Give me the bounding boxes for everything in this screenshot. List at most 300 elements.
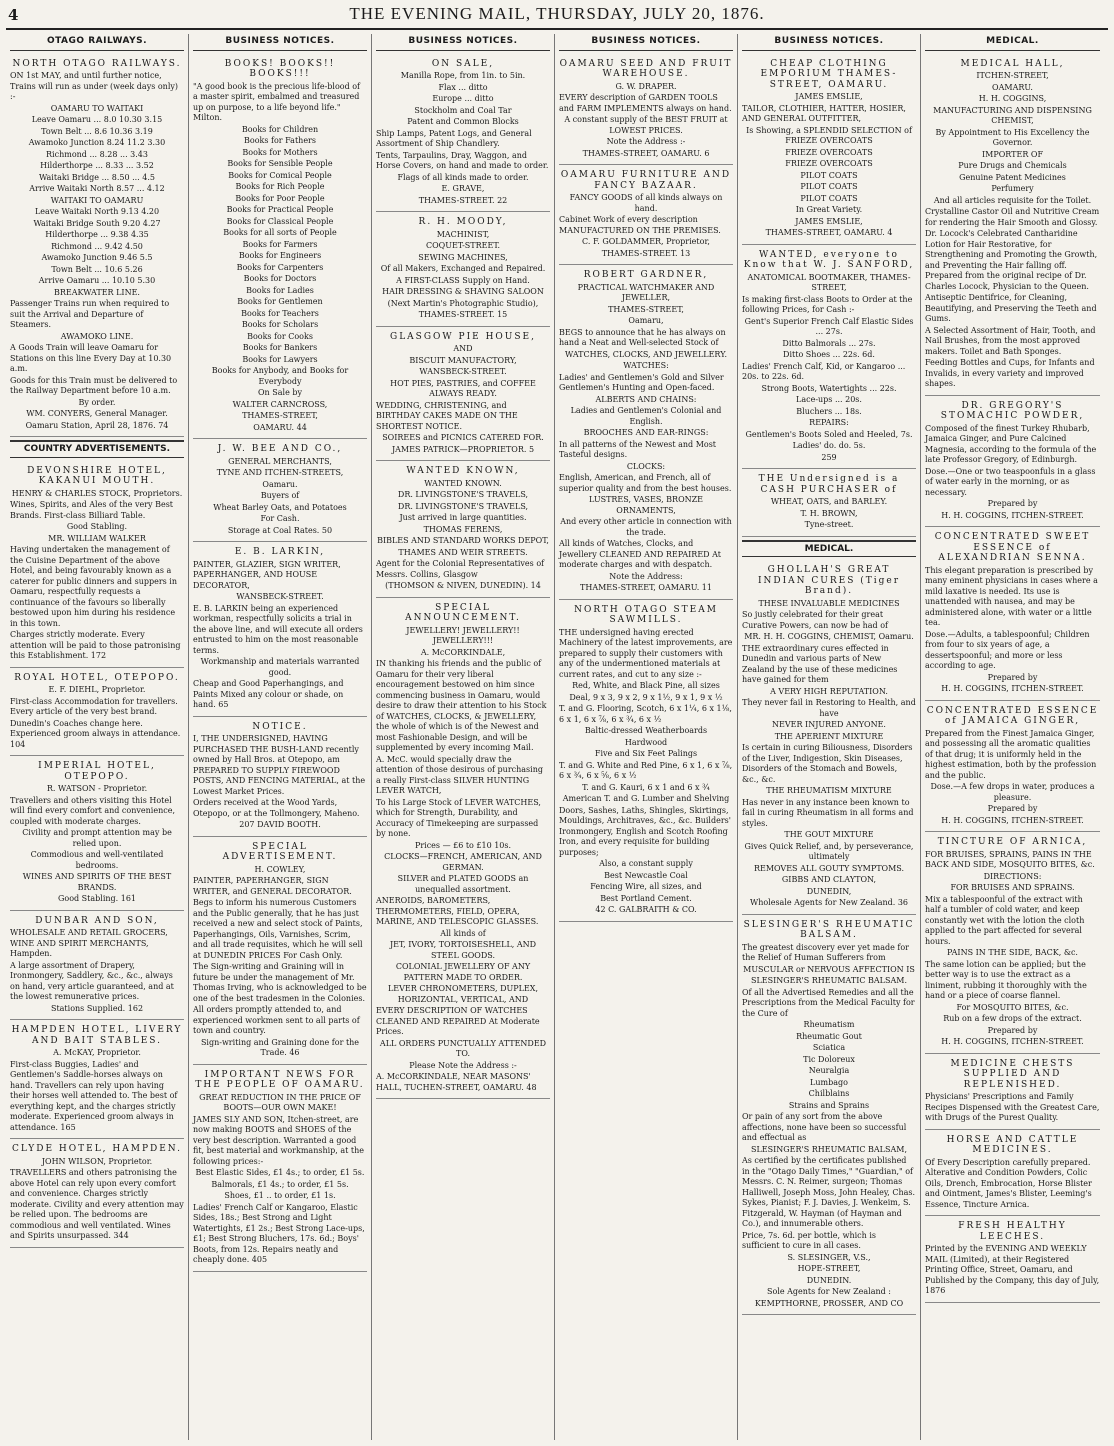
ad-text: Sign-writing and Graining done for the Trade. 46 [200,1037,360,1057]
ad-text: GIBBS AND CLAYTON, [781,875,877,884]
ad-text: English, American, and French, all of superior quality and from the best houses. [559,473,732,493]
ad-text: Books for Cooks [247,331,313,341]
ad-text: H. H. COGGINS, [978,94,1047,103]
ad-text: For Cash. [260,514,300,523]
ad-text: Of all the Advertised Remedies and all the Prescriptions from the Medical Faculty for the Cure of [742,987,915,1018]
column-heading: BUSINESS NOTICES. [193,34,367,51]
ad-text: Town Belt ... 8.6 10.36 3.19 [41,126,153,136]
ad-text: A. McCORKINDALE, [420,647,506,657]
ad-text: E. F. DIEHL, Proprietor. [48,685,146,694]
newspaper-columns [6,34,1108,1440]
ad-text: Books for Gentlemen [237,297,323,306]
column-3 [372,34,555,1440]
ad-text: Books for Children [241,124,319,134]
ad-text: Balmorals, £1 4s.; to order, £1 5s. [211,1179,349,1189]
ad-text: C. F. GOLDAMMER, Proprietor, [582,237,710,246]
ad-text: Stockholm and Coal Tar [414,105,512,115]
ad-text: T. and G. Flooring, Scotch, 6 x 1¼, 6 x 1⅛, 6 x 1, 6 x ⅞, 6 x ¾, 6 x ½ [559,704,732,724]
ad-text: Please Note the Address :- [409,1060,517,1070]
ad-text: H. H. COGGINS, ITCHEN-STREET. [941,815,1084,825]
ad-text: Patent and Common Blocks [407,117,519,126]
ad-text: A constant supply of the BEST FRUIT at LOWEST PRICES. [564,115,728,135]
ad-text: TRAVELLERS and others patronising the above Hotel can rely upon every comfort and convenience. Charges strictly moderate. Civility and every attention may be relied upon. The bedrooms are commodious and well ventilated. Wines and Spirits unsurpassed. 344 [10,1168,184,1240]
ad-text: Books for Ladies [246,285,314,295]
ad-text: MR. H. H. COGGINS, CHEMIST, Oamaru. [744,632,914,641]
ad-text: And all articles requisite for the Toilet. [933,195,1092,205]
ad-text: Prepared by [987,499,1038,508]
ad-text: BREAKWATER LINE. [54,287,140,297]
ad-text: Buyers of [260,491,300,500]
advertisement [559,600,733,922]
ad-text: COQUET-STREET. [425,241,501,250]
ad-title: IMPORTANT NEWS FOR THE PEOPLE OF OAMARU. [195,1069,365,1090]
ad-title: ON SALE, [431,58,495,69]
ad-text: ALL ORDERS PUNCTUALLY ATTENDED TO. [379,1038,547,1058]
ad-text: Travellers and others visiting this Hotel will find every comfort and convenience, coupled with moderate charges. [10,795,175,826]
ad-text: Arrive Waitaki North 8.57 ... 4.12 [29,184,165,193]
ad-text: Red, White, and Black Pine, all sizes [572,681,720,690]
ad-text: Europe ... ditto [432,94,494,103]
ad-text: THAMES-STREET, [608,304,684,314]
ad-text: Cheap and Good Paperhangings, and Paints Mixed any colour or shade, on hand. 65 [193,679,344,709]
advertisement [376,54,550,213]
ad-text: Of Every Description carefully prepared. Alterative and Condition Powders, Colic Oils, Drench, Embrocation, Horse Blister and Ointment, James's Blister, Leeming's Essence, Tincture Arnica. [925,1157,1092,1209]
ad-text: This elegant preparation is prescribed by many eminent physicians in cases where a mild laxative is needed. Its use is unattended with nausea, and may be administered alone, with water or a little tea. [925,565,1098,627]
ad-text: Arrive Oamaru ... 10.10 5.30 [38,276,156,285]
ad-text: ITCHEN-STREET, [976,71,1049,80]
ad-text: Books for Doctors [243,274,317,283]
ad-text: ANEROIDS, BAROMETERS, THERMOMETERS, FIELD, OPERA, MARINE, AND TELESCOPIC GLASSES. [376,896,539,926]
ad-text: Baltic-dressed Weatherboards [584,726,708,735]
advertisement [742,54,916,245]
ad-text: Ladies' and Gentlemen's Gold and Silver Gentlemen's Hunting and Open-faced. [559,372,724,392]
ad-title: OAMARU FURNITURE AND FANCY BAZAAR. [560,170,732,191]
advertisement [193,54,367,440]
ad-title: CLYDE HOTEL, HAMPDEN. [12,1144,182,1154]
ad-text: HOPE-STREET, [797,1264,861,1273]
ad-text: WHEAT, OATS, and BARLEY. [770,497,888,506]
ad-text: G. W. DRAPER. [615,81,677,91]
ad-text: Books for Practical People [226,205,334,214]
ad-text: Cabinet Work of every description MANUFACTURED ON THE PREMISES. [559,215,721,235]
ad-text: WALTER CARNCROSS, [232,399,328,409]
ad-text: Gent's Superior French Calf Elastic Sides ... 27s. [744,316,914,336]
ad-text: WHOLESALE AND RETAIL GROCERS, WINE AND SPIRIT MERCHANTS, Hampden. [10,928,168,958]
ad-text: H. H. COGGINS, ITCHEN-STREET. [941,684,1084,693]
column-heading: BUSINESS NOTICES. [559,34,733,51]
ad-text: THE extraordinary cures effected in Dunedin and various parts of New Zealand by the use of these medicines have gained for them [742,643,898,684]
ad-text: THOMAS FERENS, [423,524,503,534]
ad-text: R. WATSON - Proprietor. [46,784,148,793]
ad-text: FRIEZE OVERCOATS [785,159,873,168]
ad-text: Leave Waitaki North 9.13 4.20 [34,207,160,216]
ad-text: THAMES-STREET. 22 [418,195,508,205]
ad-text: WAITAKI TO OAMARU [50,195,144,205]
ad-text: COLONIAL JEWELLERY OF ANY PATTERN MADE TO ORDER. [395,962,531,982]
ad-title: TINCTURE OF ARNICA, [937,837,1088,847]
column-heading: OTAGO RAILWAYS. [10,34,184,51]
ad-text: JAMES SLY AND SON, Itchen-street, are now making BOOTS and SHOES of the very best description. Warranted a good fit, best material and workmanship, at the following prices:- [193,1114,364,1166]
advertisement [10,461,184,668]
ad-text: Having undertaken the management of the Cuisine Department of the above Hotel, and being favourably known as a caterer for public dinners and suppers in Oamaru, respectfully requests a continuance of the favours so liberally bestowed upon him during his residence in this town. [10,545,177,628]
advertisement [376,598,550,1100]
ad-text: LEVER CHRONOMETERS, DUPLEX, HORIZONTAL, VERTICAL, AND [387,984,538,1004]
ad-text: THE undersigned having erected Machinery of the latest improvements, are prepared to supply their customers with any of the undermentioned materials at current rates, and cut to any size :- [559,627,733,679]
ad-title: DUNBAR AND SON, [35,915,159,926]
ad-text: Sole Agents for New Zealand : [767,1287,891,1296]
ad-text: T. H. BROWN, [800,508,858,518]
ad-text: A large assortment of Drapery, Ironmongery, Saddlery, &c., &c., always on hand, very article guaranteed, and at the lowest remunerative prices. [10,960,174,1001]
ad-text: CLOCKS: [626,461,666,471]
ad-title: IMPERIAL HOTEL, OTEPOPO. [38,761,156,782]
ad-text: PRACTICAL WATCHMAKER AND JEWELLER, [577,282,715,302]
advertisement [376,212,550,327]
ad-text: Best Portland Cement. [600,893,692,903]
ad-text: E. B. LARKIN being an experienced workman, respectfully solicits a trial in the above line, and will execute all orders entrusted to him on the most reasonable terms. [193,603,363,655]
ad-text: Pure Drugs and Chemicals [958,161,1067,170]
ad-text: Note the Address: [609,571,683,581]
ad-text: Prepared by [987,672,1038,682]
ad-text: Bluchers ... 18s. [796,406,862,416]
ad-text: T. and G. White and Red Pine, 6 x 1, 6 x ⅞, 6 x ¾, 6 x ⅝, 6 x ½ [559,760,733,780]
advertisement [925,832,1100,1054]
advertisement [925,527,1100,701]
ad-text: Good Stabling. 161 [57,894,137,903]
ad-text: Commodious and well-ventilated bedrooms. [30,850,164,870]
ad-title: NORTH OTAGO STEAM SAWMILLS. [574,604,718,625]
newspaper-title: THE EVENING MAIL, THURSDAY, JULY 20, 1876. [349,4,765,23]
advertisement [10,756,184,911]
ad-text: ANATOMICAL BOOTMAKER, THAMES-STREET, [747,272,911,292]
ad-text: GREAT REDUCTION IN THE PRICE OF BOOTS—OUR OWN MAKE! [199,1092,361,1112]
ad-text: HENRY & CHARLES STOCK, Proprietors. [11,488,183,498]
ad-text: T. and G. Kauri, 6 x 1 and 6 x ¾ [582,782,710,792]
ad-text: Oamaru Station, April 28, 1876. 74 [25,420,169,430]
advertisement [10,54,184,438]
ad-text: A. McC. would specially draw the attention of those desirous of purchasing a really First-class SILVER HUNTING LEVER WATCH, [376,754,543,795]
ad-text: Waitaki Bridge South 9.20 4.27 [33,218,161,228]
advertisement [742,469,916,537]
ad-text: MR. WILLIAM WALKER [48,533,146,543]
ad-title: MEDICINE CHESTS SUPPLIED AND REPLENISHED. [950,1058,1075,1090]
ad-text: Orders received at the Wood Yards, Otepopo, or at the Tollmongery, Maheno. [193,798,360,818]
ad-text: THAMES-STREET, OAMARU. 11 [580,583,712,592]
ad-text: CLOCKS—FRENCH, AMERICAN, AND GERMAN. [384,852,542,872]
ad-text: WANSBECK-STREET. [419,367,507,376]
ad-text: MUSCULAR or NERVOUS AFFECTION IS [743,964,915,974]
ad-text: In all patterns of the Newest and Most Tasteful designs. [559,439,717,459]
ad-text: Awamoko Junction 8.24 11.2 3.30 [28,138,166,147]
ad-text: ALBERTS AND CHAINS: [595,394,697,404]
ad-text: I, THE UNDERSIGNED, HAVING PURCHASED THE BUSH-LAND recently owned by Hall Bros. at Otepopo, am PREPARED TO SUPPLY FIREWOOD POSTS, AND FENCING MATERIAL, at the Lowest Market Prices. [193,734,366,796]
column-1 [6,34,189,1440]
ad-text: HOT PIES, PASTRIES, and COFFEE ALWAYS READY. [390,378,536,398]
ad-text: WANSBECK-STREET. [236,592,324,601]
ad-text: First-class Buggies, Ladies' and Gentlemen's Saddle-horses always on hand. Travellers can rely upon having their horses well attended to. The best of everything kept, and the charges strictly moderate. Experienced groom always in attendance. 165 [10,1059,178,1132]
ad-text: (Next Martin's Photographic Studio), [387,298,539,308]
ad-text: Prepared from the Finest Jamaica Ginger, and possessing all the aromatic qualities of that drug; it is uniformly held in the highest estimation, both by the profession and the public. [925,728,1097,780]
ad-text: Town Belt ... 10.6 5.26 [51,264,143,274]
advertisement [376,461,550,598]
ad-title: E. B. LARKIN, [234,547,326,557]
ad-text: In Great Variety. [795,205,863,214]
ad-text: PAINTER, GLAZIER, SIGN WRITER, PAPERHANGER, AND HOUSE DECORATOR, [193,559,341,590]
ad-text: Prepared by [987,1025,1038,1035]
ad-text: H. H. COGGINS, ITCHEN-STREET. [941,1037,1084,1046]
column-5 [738,34,921,1440]
ad-text: THAMES-STREET. 15 [418,310,508,319]
ad-text: So justly celebrated for their great Curative Powers, can now be had of [742,610,888,630]
advertisement [193,542,367,717]
ad-text: Note the Address :- [606,137,686,146]
advertisement [742,245,916,470]
ad-text: Tyne-street. [804,520,854,529]
ad-text: Mix a tablespoonful of the extract with half a tumbler of cold water, and keep constantly wet with the lotion the cloth applied to the part affected for several hours. [925,894,1085,946]
ad-text: Oamaru, [628,316,664,325]
ad-text: Passenger Trains run when required to suit the Arrival and Departure of Steamers. [10,299,170,329]
ad-text: Lace-ups ... 20s. [796,395,862,404]
ad-text: JET, IVORY, TORTOISESHELL, AND STEEL GOODS. [389,940,537,960]
ad-text: AND [453,344,473,353]
ad-text: Is making first-class Boots to Order at the following Prices, for Cash :- [742,294,913,314]
ad-title: NOTICE. [252,721,308,732]
ad-text: BIBLES AND STANDARD WORKS DEPOT, [377,536,549,545]
ad-text: GENERAL MERCHANTS, [228,456,332,466]
ad-text: DIRECTIONS: [983,871,1042,881]
ad-text: 42 C. GALBRAITH & CO. [595,905,697,914]
ad-text: Storage at Coal Rates. 50 [227,525,333,535]
ad-text: Printed by the EVENING AND WEEKLY MAIL (Limited), at their Registered Printing Office, Street, Oamaru, and Published by the Company, this day of July, 1876 [925,1244,1100,1295]
ad-title: DEVONSHIRE HOTEL, KAKANUI MOUTH. [27,465,167,486]
ad-text: Books for Classical People [226,216,334,226]
ad-text: FRIEZE OVERCOATS [785,147,873,157]
ad-text: Ladies' French Calf or Kangaroo, Elastic Sides, 18s.; Best Strong and Light Watertights, £1 2s.; Best Strong Lace-ups, £1; Best Strong Bluchers, 17s. 6d.; Boys' Boots, from 12s. Repairs neatly and cheaply done. 405 [193,1202,365,1264]
advertisement [10,1020,184,1139]
section-heading: COUNTRY ADVERTISEMENTS. [10,440,184,458]
ad-text: Prices — £6 to £10 10s. [414,840,512,850]
ad-text: Dose.—Adults, a tablespoonful; Children from four to six years of age, a dessertspoonful; and more or less according to age. [925,629,1090,670]
ad-text: Books for Bankers [242,343,318,352]
ad-text: JOHN WILSON, Proprietor. [41,1156,153,1166]
ad-text: EVERY DESCRIPTION OF WATCHES CLEANED AND REPAIRED At Moderate Prices. [376,1006,540,1036]
ad-text: Richmond ... 8.28 ... 3.43 [46,149,148,159]
ad-text: Tic Doloreux [803,1054,855,1064]
ad-text: THAMES AND WEIR STREETS. [398,547,528,557]
advertisement [925,1130,1100,1217]
ad-text: Flags of all kinds made to order. [397,172,529,182]
advertisement [193,837,367,1065]
ad-text: JAMES EMSLIE, [795,92,863,101]
ad-text: Books for Engineers [238,251,322,260]
ad-text: THE RHEUMATISM MIXTURE [766,786,892,795]
ad-text: Is certain in curing Biliousness, Disorders of the Liver, Indigestion, Skin Diseases, Disorders of the Stomach and Bowels, &c., &c. [742,743,913,784]
ad-text: SLESINGER'S RHEUMATIC BALSAM. [751,976,907,985]
ad-text: JAMES PATRICK—PROPRIETOR. 5 [391,444,535,454]
ad-text: Dr. Locock's Celebrated Cantharidine Lotion for Hair Restorative, for Strengthening and Promoting the Growth, and Preventing the Hair falling off. Prepared from the original recipe of Dr. Charles Locock, Physician to the Queen. [925,229,1098,291]
ad-text: WATCHES, CLOCKS, AND JEWELLERY. [565,349,727,359]
ad-text: Crystalline Castor Oil and Nutritive Cream for rendering the Hair Smooth and Glossy. [925,207,1100,227]
ad-title: ROBERT GARDNER, [583,270,709,280]
advertisement [925,54,1100,396]
ad-title: NORTH OTAGO RAILWAYS. [12,58,182,69]
ad-text: Ditto Shoes ... 22s. 6d. [783,350,875,359]
ad-text: Flax ... ditto [438,82,488,92]
ad-text: PILOT COATS [800,193,858,203]
ad-text: PAINTER, PAPERHANGER, SIGN WRITER, and GENERAL DECORATOR. [193,876,352,896]
ad-text: SILVER and PLATED GOODS an unequalled assortment. [397,874,529,894]
ad-title: R. H. MOODY, [418,217,508,227]
ad-text: Wholesale Agents for New Zealand. 36 [749,898,909,907]
ad-text: BROOCHES AND EAR-RINGS: [583,428,709,437]
ad-text: Books for Farmers [242,239,318,249]
ad-title: SPECIAL ANNOUNCEMENT. [405,602,521,623]
ad-text: BEGS to announce that he has always on hand a Neat and Well-selected Stock of [559,327,726,347]
ad-text: 207 DAVID BOOTH. [239,820,321,829]
masthead-rule [6,28,1108,30]
ad-text: Ditto Balmorals ... 27s. [782,338,876,348]
ad-text: Best Newcastle Coal [604,870,688,880]
ad-title: ROYAL HOTEL, OTEPOPO. [14,672,180,683]
ad-text: The same lotion can be applied; but the better way is to use the extract as a liniment, rubbing it thoroughly with the hand or a piece of coarse flannel. [925,959,1087,1000]
ad-text: THAMES-STREET, OAMARU. 4 [765,228,893,237]
ad-text: Oamaru. [262,479,298,489]
ad-text: MACHINIST, [436,229,490,239]
ad-text: WATCHES: [623,361,669,370]
ad-text: By order. [78,397,116,407]
ad-text: Books for all sorts of People [223,228,337,237]
column-heading: BUSINESS NOTICES. [376,34,550,51]
ad-text: AWAMOKO LINE. [60,331,134,341]
ad-text: REMOVES ALL GOUTY SYMPTOMS. [753,863,905,873]
ad-text: Best Elastic Sides, £1 4s.; to order, £1 5s. [195,1168,365,1177]
ad-text: (THOMSON & NIVEN, DUNEDIN). 14 [385,581,541,590]
ad-title: WANTED, everyone to Know that W. J. SANFORD, [743,249,915,270]
column-6 [921,34,1104,1440]
ad-text: LUSTRES, VASES, BRONZE ORNAMENTS, [588,495,704,515]
ad-text: Or pain of any sort from the above affections, none have been so successful and effectual as [742,1112,907,1142]
advertisement [10,668,184,757]
ad-title: CONCENTRATED ESSENCE of JAMAICA GINGER, [926,705,1099,726]
ad-title: THE Undersigned is a CASH PURCHASER of [758,474,900,495]
ad-text: Books for Scholars [241,320,319,329]
ad-text: Five and Six Feet Palings [594,749,698,758]
advertisement [925,396,1100,528]
ad-text: IMPORTER OF [981,149,1044,159]
ad-text: Is Showing, a SPLENDID SELECTION of FRIEZE OVERCOATS [746,125,912,145]
advertisement [925,701,1100,833]
ad-title: CONCENTRATED SWEET ESSENCE of ALEXANDRIAN SENNA. [934,532,1091,563]
ad-text: A VERY HIGH REPUTATION. [770,686,888,696]
ad-title: SPECIAL ADVERTISEMENT. [222,841,338,862]
ad-title: BOOKS! BOOKS!! BOOKS!!! [224,58,336,79]
ad-text: A Goods Train will leave Oamaru for Stations on this line Every Day at 10.30 a.m. [10,343,172,373]
section-heading: MEDICAL. [742,540,916,558]
ad-text: HAIR DRESSING & SHAVING SALOON [382,287,544,296]
advertisement [10,911,184,1021]
advertisement [925,1216,1100,1303]
ad-text: Just arrived in large quantities. [399,513,527,522]
ad-text: OAMARU. [992,82,1033,92]
ad-text: On Sale by [258,388,302,397]
ad-text: Rheumatic Gout [796,1031,862,1041]
ad-text: OAMARU TO WAITAKI [50,103,144,113]
ad-text: Manilla Rope, from 1in. to 5in. [400,71,526,80]
advertisement [742,915,916,1316]
ad-text: Shoes, £1 .. to order, £1 1s. [224,1191,336,1200]
ad-text: FOR BRUISES AND SPRAINS. [950,883,1075,892]
ad-text: A Selected Assortment of Hair, Tooth, and Nail Brushes, from the most approved makers. Toilet and Bath Sponges. [925,325,1096,356]
page-number: 4 [8,6,19,24]
masthead [0,0,1114,30]
ad-text: THE GOUT MIXTURE [784,830,874,839]
ad-text: THAMES-STREET. 13 [601,248,691,258]
ad-text: EVERY description of GARDEN TOOLS and FARM IMPLEMENTS always on hand. [559,93,732,113]
advertisement [559,54,733,166]
column-heading: MEDICAL. [925,34,1100,51]
ad-text: All kinds of Watches, Clocks, and Jewellery CLEANED AND REPAIRED At moderate charges and with despatch. [559,539,721,569]
ad-text: Tents, Tarpaulins, Dray, Waggon, and Horse Covers, on hand and made to order. [376,150,549,170]
column-heading: BUSINESS NOTICES. [742,34,916,51]
ad-title: SLESINGER'S RHEUMATIC BALSAM. [743,919,915,940]
ad-text: American T. and G. Lumber and Shelving [562,794,730,803]
ad-text: Chilblains [808,1089,850,1098]
ad-text: 259 [821,452,837,462]
column-2 [189,34,372,1440]
ad-text: A. McKAY, Proprietor. [53,1048,141,1057]
ad-title: HAMPDEN HOTEL, LIVERY AND BAIT STABLES. [11,1025,183,1046]
ad-text: Hilderthorpe ... 9.38 4.35 [45,230,149,239]
ad-text: Physicians' Prescriptions and Family Recipes Dispensed with the Greatest Care, with Drugs of the Purest Quality. [925,1092,1100,1122]
ad-text: WEDDING, CHRISTENING, and BIRTHDAY CAKES MADE ON THE SHORTEST NOTICE. [376,400,518,431]
ad-text: Books for Anybody, and Books for Everybody [211,366,349,386]
ad-text: Antiseptic Dentifrice, for Cleaning, Beautifying, and Preserving the Teeth and Gums. [925,293,1097,323]
ad-text: The Sign-writing and Graining will in future be under the management of Mr. Thomas Irving, who is acknowledged to be one of the best tradesmen in the Colonies. [193,962,367,1003]
ad-text: Perfumery [991,184,1034,193]
ad-text: Books for Fathers [244,136,316,145]
ad-text: All kinds of [440,928,486,938]
ad-title: J. W. BEE AND CO., [217,444,343,454]
ad-text: Ladies' French Calf, Kid, or Kangaroo ... 20s. to 22s. 6d. [742,361,906,381]
ad-title: FRESH HEALTHY LEECHES. [958,1221,1067,1242]
ad-text: Leave Oamaru ... 8.0 10.30 3.15 [31,115,163,124]
ad-text: DUNEDIN. [806,1275,852,1285]
ad-title: CHEAP CLOTHING EMPORIUM THAMES-STREET, OAMARU. [760,58,898,90]
ad-text: Of all Makers, Exchanged and Repaired. [380,264,546,273]
ad-text: MANUFACTURING AND DISPENSING CHEMIST, [933,105,1092,125]
ad-text: Books for Teachers [241,308,319,318]
ad-text: THAMES-STREET, [242,411,318,420]
advertisement [376,327,550,462]
ad-text: FANCY GOODS of all kinds always on hand. [569,193,723,213]
ad-text: Ladies' do. do. 5s. [792,441,866,450]
ad-text: Strains and Sprains [788,1100,870,1110]
ad-text: DR. LIVINGSTONE'S TRAVELS, [397,490,529,499]
ad-text: Rub on a few drops of the extract. [943,1014,1082,1023]
advertisement [742,560,916,915]
ad-text: Books for Lawyers [242,354,318,364]
advertisement [193,1065,367,1272]
ad-text: Dose.—A few drops in water, produces a pleasure. [930,782,1095,802]
ad-title: GLASGOW PIE HOUSE, [390,331,536,342]
ad-text: IN thanking his friends and the public of Oamaru for their very liberal encouragement bestowed on him since commencing business in Oamaru, would desire to draw their attention to his Stock of WATCHES, CLOCKS, & JEWELLERY, the whole of which is of the Newest and most Fashionable Design, and will be supplemented by every incoming Mail. [376,659,547,752]
ad-text: JEWELLERY! JEWELLERY!! JEWELLERY!!! [406,625,520,645]
ad-text: Workmanship and materials warranted good. [200,657,360,677]
ad-text: Awamoko Junction 9.46 5.5 [41,253,153,262]
ad-text: S. SLESINGER, V.S., [787,1252,871,1262]
ad-text: SEWING MACHINES, [418,252,508,262]
ad-text: Dose.—One or two teaspoonfuls in a glass of water early in the morning, or as necessary. [925,466,1096,497]
ad-text: A. McCORKINDALE, NEAR MASONS' HALL, TUCHEN-STREET, OAMARU. 48 [376,1072,537,1092]
